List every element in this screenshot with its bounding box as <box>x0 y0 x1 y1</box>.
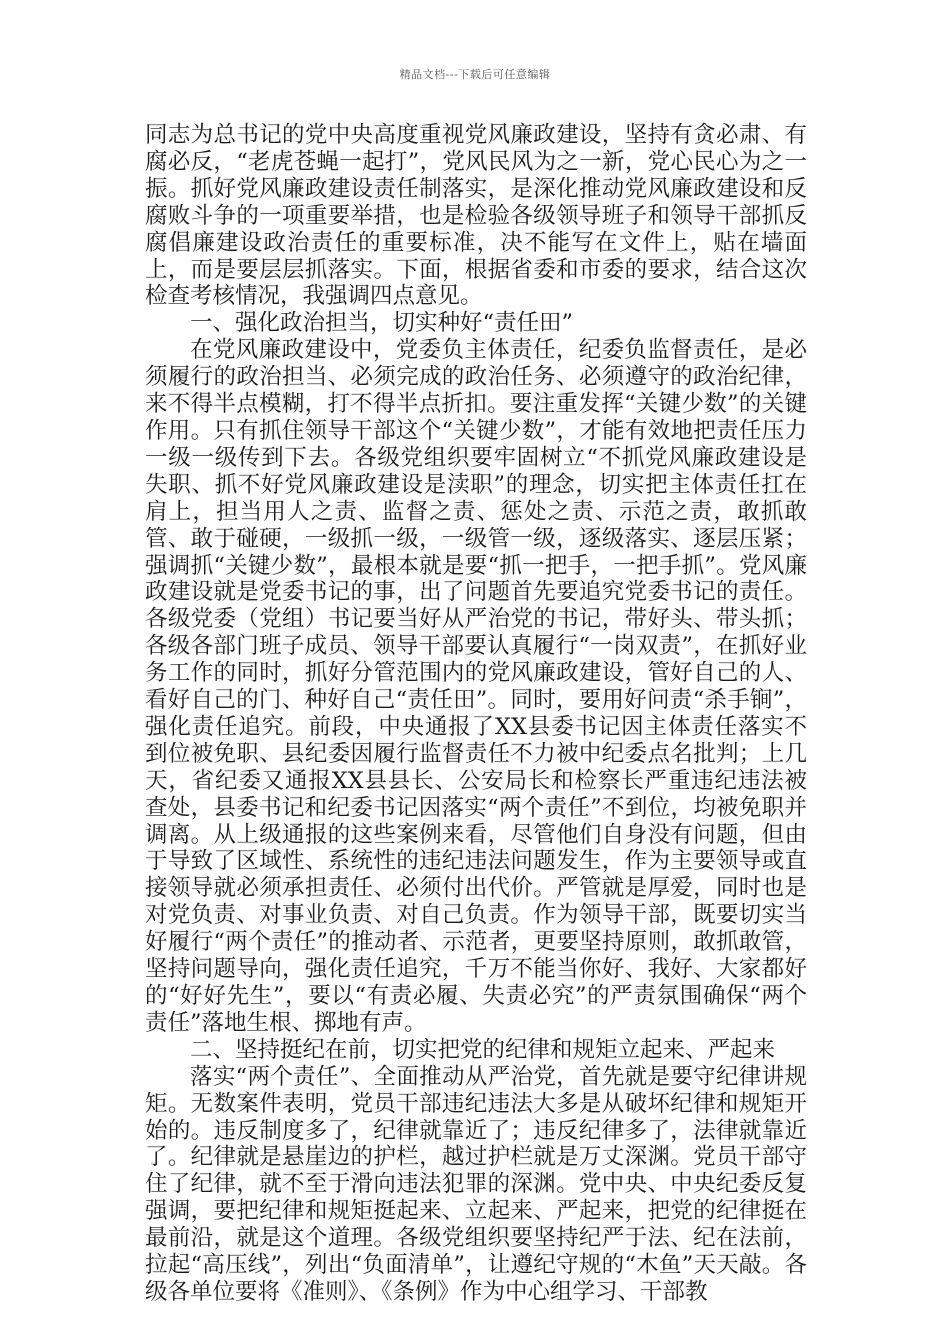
section-heading-1: 一、强化政治担当，切实种好“责任田” <box>190 310 574 337</box>
section-2-paragraph: 落实“两个责任”、全面推动从严治党，首先就是要守纪律讲规矩。无数案件表明，党员干部违纪违法大多是从破坏纪律和规矩开始的。违反制度多了，纪律就靠近了；违反纪律多了，法律就靠近了。纪律就是悬崖边的护栏，越过护栏就是万丈深渊。党员干部守住了纪律，就不至于滑向违法犯罪的深渊。党中央、中央纪委反复强调，要把纪律和规矩挺起来、立起来、严起来，把党的纪律挺在最前沿，就是这个道理。各级党组织要坚持纪严于法、纪在法前，拉起“高压线”，列出“负面清单”，让遵纪守规的“木鱼”天天敲。各级各单位要将《准则》、《条例》作为中心组学习、干部教 <box>145 1063 807 1305</box>
document-body <box>145 122 807 1306</box>
page-header: 精品文档---下载后可任意编辑 <box>399 68 551 81</box>
section-1-paragraph: 在党风廉政建设中，党委负主体责任，纪委负监督责任，是必须履行的政治担当、必须完成的政治任务、必须遵守的政治纪律，来不得半点模糊，打不得半点折扣。要注重发挥“关键少数”的关键作用。只有抓住领导干部这个“关键少数”，才能有效地把责任压力一级一级传到下去。各级党组织要牢固树立“不抓党风廉政建设是失职、抓不好党风廉政建设是渎职”的理念，切实把主体责任扛在肩上，担当用人之责、监督之责、惩处之责、示范之责，敢抓敢管、敢于碰硬，一级抓一级，一级管一级，逐级落实、逐层压紧；强调抓“关键少数”，最根本就是要“抓一把手，一把手抓”。党风廉政建设就是党委书记的事，出了问题首先要追究党委书记的责任。各级党委（党组）书记要当好从严治党的书记，带好头、带头抓；各级各部门班子成员、领导干部要认真履行“一岗双责”，在抓好业务工作的同时，抓好分管范围内的党风廉政建设，管好自己的人、看好自己的门、种好自己“责任田”。同时，要用好问责“杀手锏”，强化责任追究。前段，中央通报了XX县委书记因主体责任落实不到位被免职、县纪委因履行监督责任不力被中纪委点名批判；上几天，省纪委又通报XX县县长、公安局长和检察长严重违纪违法被查处，县委书记和纪委书记因落实“两个责任”不到位，均被免职并调离。从上级通报的这些案例来看，尽管他们自身没有问题，但由于导致了区域性、系统性的违纪违法问题发生，作为主要领导或直接领导就必须承担责任、必须付出代价。严管就是厚爱，同时也是对党负责、对事业负责、对自己负责。作为领导干部，既要切实当好履行“两个责任”的推动者、示范者，更要坚持原则，敢抓敢管，坚持问题导向，强化责任追究，千万不能当你好、我好、大家都好的“好好先生”，要以“有责必履、失责必究”的严责氛围确保“两个责任”落地生根、掷地有声。 <box>145 337 807 1036</box>
section-heading-2: 二、坚持挺纪在前，切实把党的纪律和规矩立起来、严起来 <box>190 1036 776 1063</box>
intro-paragraph: 同志为总书记的党中央高度重视党风廉政建设，坚持有贪必肃、有腐必反，“老虎苍蝇一起打”，党风民风为之一新，党心民心为之一振。抓好党风廉政建设责任制落实，是深化推动党风廉政建设和反腐败斗争的一项重要举措，也是检验各级领导班子和领导干部抓反腐倡廉建设政治责任的重要标准，决不能写在文件上，贴在墙面上，而是要层层抓落实。下面，根据省委和市委的要求，结合这次检查考核情况，我强调四点意见。 <box>145 122 807 310</box>
